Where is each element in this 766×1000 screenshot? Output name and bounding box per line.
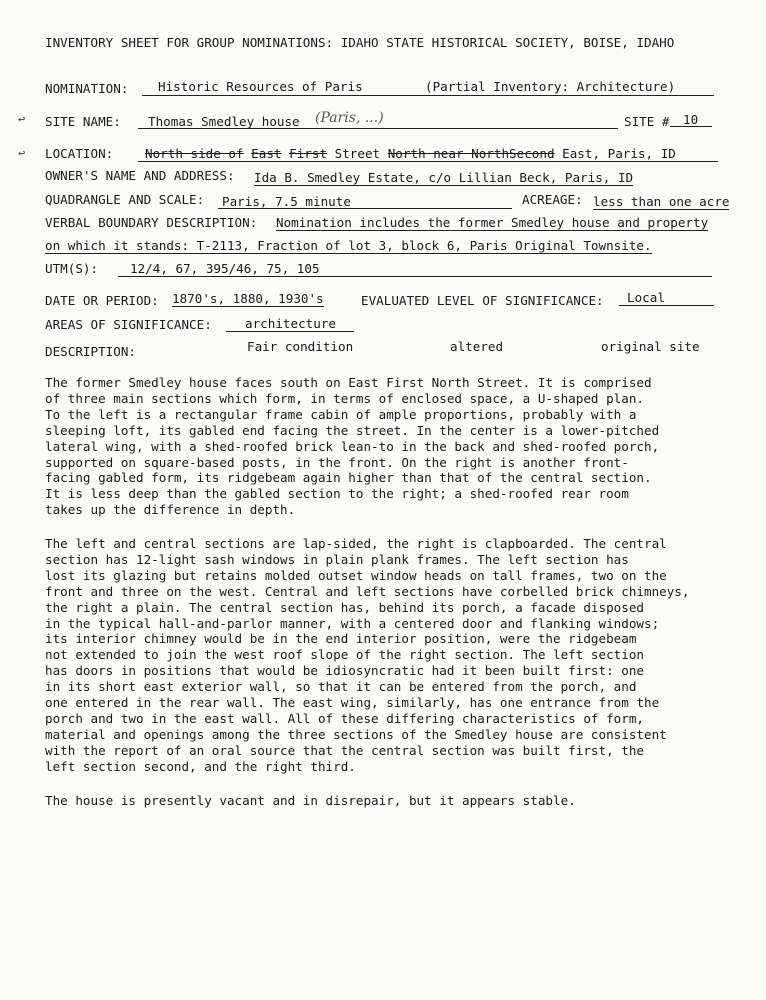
nomination-note: (Partial Inventory: Architecture) bbox=[425, 79, 676, 94]
integrity-value: altered bbox=[450, 339, 504, 354]
margin-check-mark: ↩ bbox=[18, 146, 26, 160]
owner-label: OWNER'S NAME AND ADDRESS: bbox=[45, 168, 235, 183]
significance-level-label: EVALUATED LEVEL OF SIGNIFICANCE: bbox=[361, 293, 604, 308]
nomination-underline bbox=[142, 95, 714, 96]
site-number-value: 10 bbox=[683, 112, 699, 127]
description-paragraph: The left and central sections are lap-sided, the right is clapboarded. The central section has 12-light sash windows in plain plank frames. The left section has lost its glazing but retains molded outset window heads on tall frames, two on the front and three on the west. Central and left sections have corbelled brick chimneys, the right a plain. The central section has, behind its porch, a facade disposed in the typical hall-and-parlor manner, with a centered door and flanking windows; its interior chimney would be in the end interior position, were the ridgebeam not extended to join the west roof slope of the right section. The left section has doors in positions that would be idiosyncratic had it been built first: one in its short east exterior wall, so that it can be entered from the porch, and one entered in the rear wall. The east wing, similarly, has one entrance from the porch and two in the east wall. All of these differing characteristics of form, material and openings among the three sections of the Smedley house are consistent with the report of an oral source that the central section was built first, the left section second, and the right third. bbox=[45, 536, 690, 774]
site-name-label: SITE NAME: bbox=[45, 114, 121, 129]
significance-level-value: Local bbox=[627, 290, 665, 305]
location-text: Street bbox=[334, 146, 381, 161]
quadrangle-value: Paris, 7.5 minute bbox=[222, 194, 351, 209]
acreage-label: ACREAGE: bbox=[522, 192, 583, 207]
site-number-label: SITE # bbox=[624, 114, 670, 129]
areas-value: architecture bbox=[245, 316, 336, 331]
sheet-header: INVENTORY SHEET FOR GROUP NOMINATIONS: IDAHO STATE HISTORICAL SOCIETY, BOISE, IDAHO bbox=[45, 35, 675, 50]
utm-label: UTM(S): bbox=[45, 261, 99, 276]
quadrangle-label: QUADRANGLE AND SCALE: bbox=[45, 192, 205, 207]
boundary-line-2: on which it stands: T-2113, Fraction of lot 3, block 6, Paris Original Townsite. bbox=[45, 238, 652, 253]
location-struck-text: First bbox=[289, 146, 328, 161]
site-name-underline bbox=[138, 128, 618, 129]
site-status-value: original site bbox=[601, 339, 700, 354]
location-label: LOCATION: bbox=[45, 146, 114, 161]
margin-check-mark: ↩ bbox=[18, 112, 26, 126]
site-name-value: Thomas Smedley house bbox=[148, 114, 300, 129]
description-paragraph: The former Smedley house faces south on East First North Street. It is comprised of three main sections which form, in terms of enclosed space, a U-shaped plan. To the left is a rectangular frame cabin of ample proportions, probably with a sleeping loft, its gabled end facing the street. In the center is a lower-pitched lateral wing, with a shed-roofed brick lean-to in the back and shed-roofed porch, supported on square-based posts, in the front. On the right is another front- facing gabled form, its ridgebeam again higher than that of the central section. It is less deep than the gabled section to the right; a shed-roofed rear room takes up the difference in depth. bbox=[45, 375, 660, 518]
owner-value: Ida B. Smedley Estate, c/o Lillian Beck, Paris, ID bbox=[254, 170, 634, 185]
areas-underline bbox=[226, 331, 354, 332]
acreage-value: less than one acre bbox=[593, 194, 730, 209]
location-struck-text: North near North bbox=[387, 146, 510, 161]
condition-value: Fair condition bbox=[247, 339, 354, 354]
boundary-label: VERBAL BOUNDARY DESCRIPTION: bbox=[45, 215, 258, 230]
location-underline bbox=[138, 161, 718, 162]
boundary-line-1: Nomination includes the former Smedley house and property bbox=[276, 215, 709, 230]
description-label: DESCRIPTION: bbox=[45, 344, 136, 359]
location-struck-text: East bbox=[251, 146, 282, 161]
location-text: East, Paris, ID bbox=[562, 146, 676, 161]
site-name-handwriting: (Paris, ...) bbox=[315, 110, 384, 126]
location-struck-text: North side of bbox=[145, 146, 244, 161]
significance-level-underline bbox=[619, 305, 714, 306]
site-number-underline bbox=[670, 126, 712, 127]
location-value bbox=[145, 146, 676, 161]
description-paragraph: The house is presently vacant and in disrepair, but it appears stable. bbox=[45, 793, 576, 808]
areas-label: AREAS OF SIGNIFICANCE: bbox=[45, 317, 212, 332]
nomination-label: NOMINATION: bbox=[45, 81, 129, 96]
nomination-value: Historic Resources of Paris bbox=[158, 79, 363, 94]
location-struck-text: Second bbox=[509, 146, 555, 161]
utm-value: 12/4, 67, 395/46, 75, 105 bbox=[130, 261, 320, 276]
date-value: 1870's, 1880, 1930's bbox=[172, 291, 324, 306]
utm-underline bbox=[118, 276, 712, 277]
date-label: DATE OR PERIOD: bbox=[45, 293, 159, 308]
quadrangle-underline bbox=[218, 208, 512, 209]
